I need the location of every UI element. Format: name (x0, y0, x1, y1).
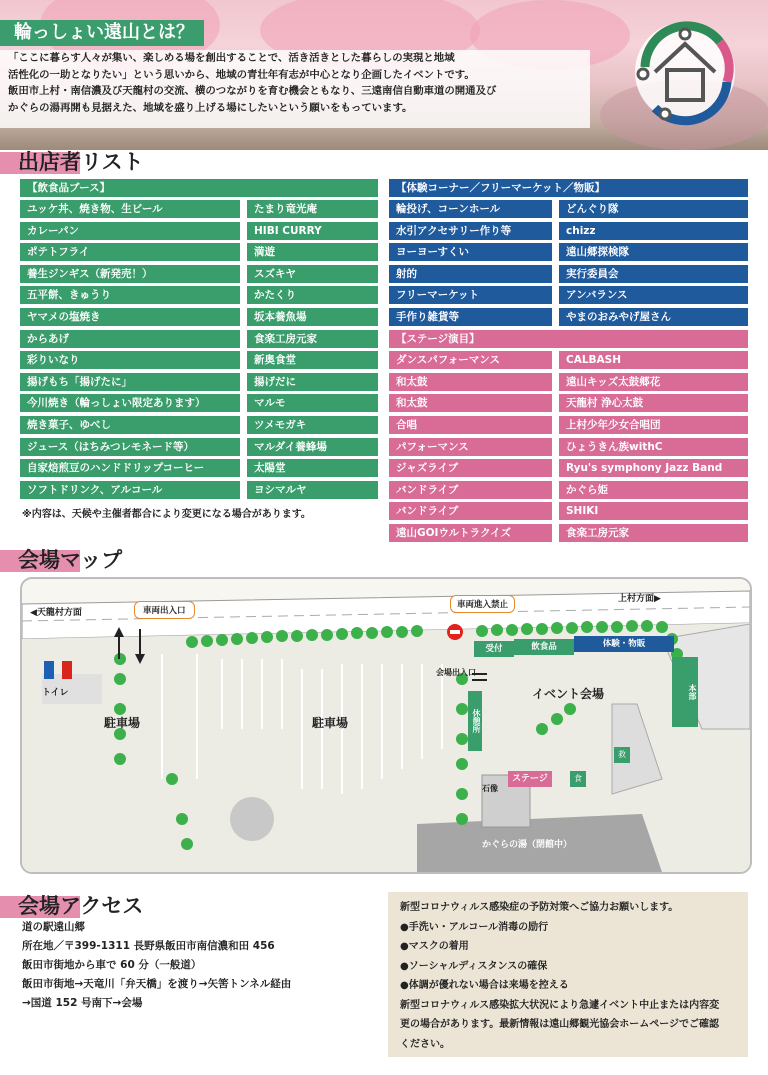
food-vendor: 揚げだに (247, 373, 378, 391)
food-item: ジュース（はちみつレモネード等） (20, 438, 240, 456)
experience-item: 輪投げ、コーンホール (389, 200, 552, 218)
covid-notice (388, 892, 748, 1057)
food-item: ユッケ丼、焼き物、生ビール (20, 200, 240, 218)
hero-line: 「ここに暮らす人々が集い、楽しめる場を創出することで、活き活きとした暮らしの実現と地域 (8, 52, 455, 64)
food-item: 養生ジンギス（新発売！） (20, 265, 240, 283)
food-item: ヤマメの塩焼き (20, 308, 240, 326)
stage-program: ダンスパフォーマンス (389, 351, 552, 369)
medical-marker: 救 (614, 747, 630, 763)
stage-performer: 上村少年少女合唱団 (559, 416, 748, 434)
food-booth-header: 【飲食品ブース】 (20, 179, 378, 197)
stage-program: バンドライブ (389, 481, 552, 499)
experience-vendor: 実行委員会 (559, 265, 748, 283)
stage-header: 【ステージ演目】 (389, 330, 748, 348)
food-item: ソフトドリンク、アルコール (20, 481, 240, 499)
venue-entrance-label: 会場出入口 (436, 668, 476, 677)
vendors-heading: 出店者リスト (0, 148, 144, 176)
food-vendor: HIBI CURRY (247, 222, 378, 240)
access-info (22, 918, 291, 1013)
access-line: 飯田市街地→天竜川「弁天橋」を渡り→矢筈トンネル経由 (22, 978, 292, 990)
stage-program: バンドライブ (389, 502, 552, 520)
rest-zone: 休憩所 (468, 691, 482, 751)
stage-performer: 天龍村 浄心太鼓 (559, 394, 748, 412)
food-vendor: ヨシマルヤ (247, 481, 378, 499)
event-logo (625, 12, 745, 132)
covid-line: ●体調が優れない場合は来場を控える (400, 980, 569, 991)
food-item: 自家焙煎豆のハンドドリップコーヒー (20, 459, 240, 477)
food-item: 焼き菓子、ゆべし (20, 416, 240, 434)
stage-performer: 食楽工房元家 (559, 524, 748, 542)
map-heading: 会場マップ (0, 546, 122, 574)
food-vendor: たまり竜光庵 (247, 200, 378, 218)
covid-line: 新型コロナウィルス感染症の予防対策へご協力お願いします。 (400, 902, 679, 913)
experience-item: 水引アクセサリー作り等 (389, 222, 552, 240)
stage-performer: SHIKI (559, 502, 748, 520)
left-direction-label: ◀天龍村方面 (30, 608, 82, 618)
stage-program: ジャズライブ (389, 459, 552, 477)
stage-zone: ステージ (508, 771, 552, 787)
hero-title: 輪っしょい遠山とは？ (0, 20, 204, 46)
food-vendor: 満遊 (247, 243, 378, 261)
food-vendor: 太陽堂 (247, 459, 378, 477)
stone-label: 石像 (482, 784, 498, 793)
vendors-note: ※内容は、天候や主催者都合により変更になる場合があります。 (22, 509, 311, 520)
food-item: からあげ (20, 330, 240, 348)
food-zone: 飲食品 (514, 639, 574, 655)
experience-zone: 体験・物販 (574, 636, 674, 652)
food-item: 今川焼き（輪っしょい限定あります） (20, 394, 240, 412)
food-item: 揚げもち「揚げたに」 (20, 373, 240, 391)
access-line: 所在地／〒399-1311 長野県飯田市南信濃和田 456 (22, 940, 275, 952)
hero-line: 活性化の一助となりたい」という思いから、地域の青壮年有志が中心となり企画したイベントです。 (8, 68, 475, 81)
experience-vendor: どんぐり隊 (559, 200, 748, 218)
covid-line: ください。 (400, 1038, 450, 1050)
experience-vendor: やまのおみやげ屋さん (559, 308, 748, 326)
parking-label-center: 駐車場 (312, 716, 349, 730)
reception-zone: 受付 (474, 641, 514, 657)
hq-zone: 本部 (672, 657, 698, 727)
hero-description (0, 50, 590, 128)
experience-header: 【体験コーナー／フリーマーケット／物販】 (389, 179, 748, 197)
experience-item: ヨーヨーすくい (389, 243, 552, 261)
stage-program: 合唱 (389, 416, 552, 434)
hero-line: 飯田市上村・南信濃及び天龍村の交流、横のつながりを育む機会ともなり、三遠南信自動車道の開通及び (8, 85, 497, 97)
food-item: 五平餅、きゅうり (20, 286, 240, 304)
access-line: 飯田市街地から車で 60 分（一般道） (22, 959, 202, 971)
no-entry-callout: 車両進入禁止 (450, 595, 515, 613)
experience-item: 手作り雑貨等 (389, 308, 552, 326)
stage-performer: かぐら姫 (559, 481, 748, 499)
food-marker: 食 (570, 771, 586, 787)
experience-vendor: chizz (559, 222, 748, 240)
food-vendor: 食楽工房元家 (247, 330, 378, 348)
access-line: →国道 152 号南下→会場 (22, 997, 143, 1009)
hero-line: かぐらの湯再開も見据えた、地域を盛り上げる場にしたいという願いをもっています。 (8, 101, 413, 114)
stage-program: 遠山GOIウルトラクイズ (389, 524, 552, 542)
access-heading: 会場アクセス (0, 892, 143, 920)
covid-line: ●手洗い・アルコール消毒の励行 (400, 921, 549, 933)
food-item: ポテトフライ (20, 243, 240, 261)
experience-item: 射的 (389, 265, 552, 283)
food-vendor: スズキヤ (247, 265, 378, 283)
event-area-label: イベント会場 (532, 687, 605, 701)
venue-map (20, 577, 752, 874)
access-line: 道の駅遠山郷 (22, 921, 85, 933)
food-vendor: かたくり (247, 286, 378, 304)
experience-vendor: アンバランス (559, 286, 748, 304)
toilet-label: トイレ (42, 688, 69, 698)
covid-line: ●ソーシャルディスタンスの確保 (400, 960, 548, 972)
experience-item: フリーマーケット (389, 286, 552, 304)
stage-program: パフォーマンス (389, 438, 552, 456)
food-vendor: 新奥食堂 (247, 351, 378, 369)
covid-line: 新型コロナウィルス感染拡大状況により急遽イベント中止または内容変 (400, 999, 720, 1011)
food-vendor: マルモ (247, 394, 378, 412)
food-vendor: ツメモガキ (247, 416, 378, 434)
food-vendor: マルダイ養蜂場 (247, 438, 378, 456)
food-item: 彩りいなり (20, 351, 240, 369)
stage-performer: Ryu's symphony Jazz Band (559, 459, 748, 477)
stage-program: 和太鼓 (389, 394, 552, 412)
parking-label-left: 駐車場 (104, 716, 141, 730)
onsen-label: かぐらの湯（閉館中） (482, 840, 573, 850)
stage-performer: 遠山キッズ太鼓郷花 (559, 373, 748, 391)
covid-line: 更の場合があります。最新情報は遠山郷観光協会ホームページでご確認 (400, 1019, 719, 1030)
stage-performer: ひょうきん族withC (559, 438, 748, 456)
stage-performer: CALBASH (559, 351, 748, 369)
food-item: カレーパン (20, 222, 240, 240)
experience-vendor: 遠山郷探検隊 (559, 243, 748, 261)
right-direction-label: 上村方面▶ (618, 594, 661, 604)
car-entrance-callout: 車両出入口 (134, 601, 195, 619)
food-vendor: 坂本養魚場 (247, 308, 378, 326)
covid-line: ●マスクの着用 (400, 941, 469, 952)
stage-program: 和太鼓 (389, 373, 552, 391)
